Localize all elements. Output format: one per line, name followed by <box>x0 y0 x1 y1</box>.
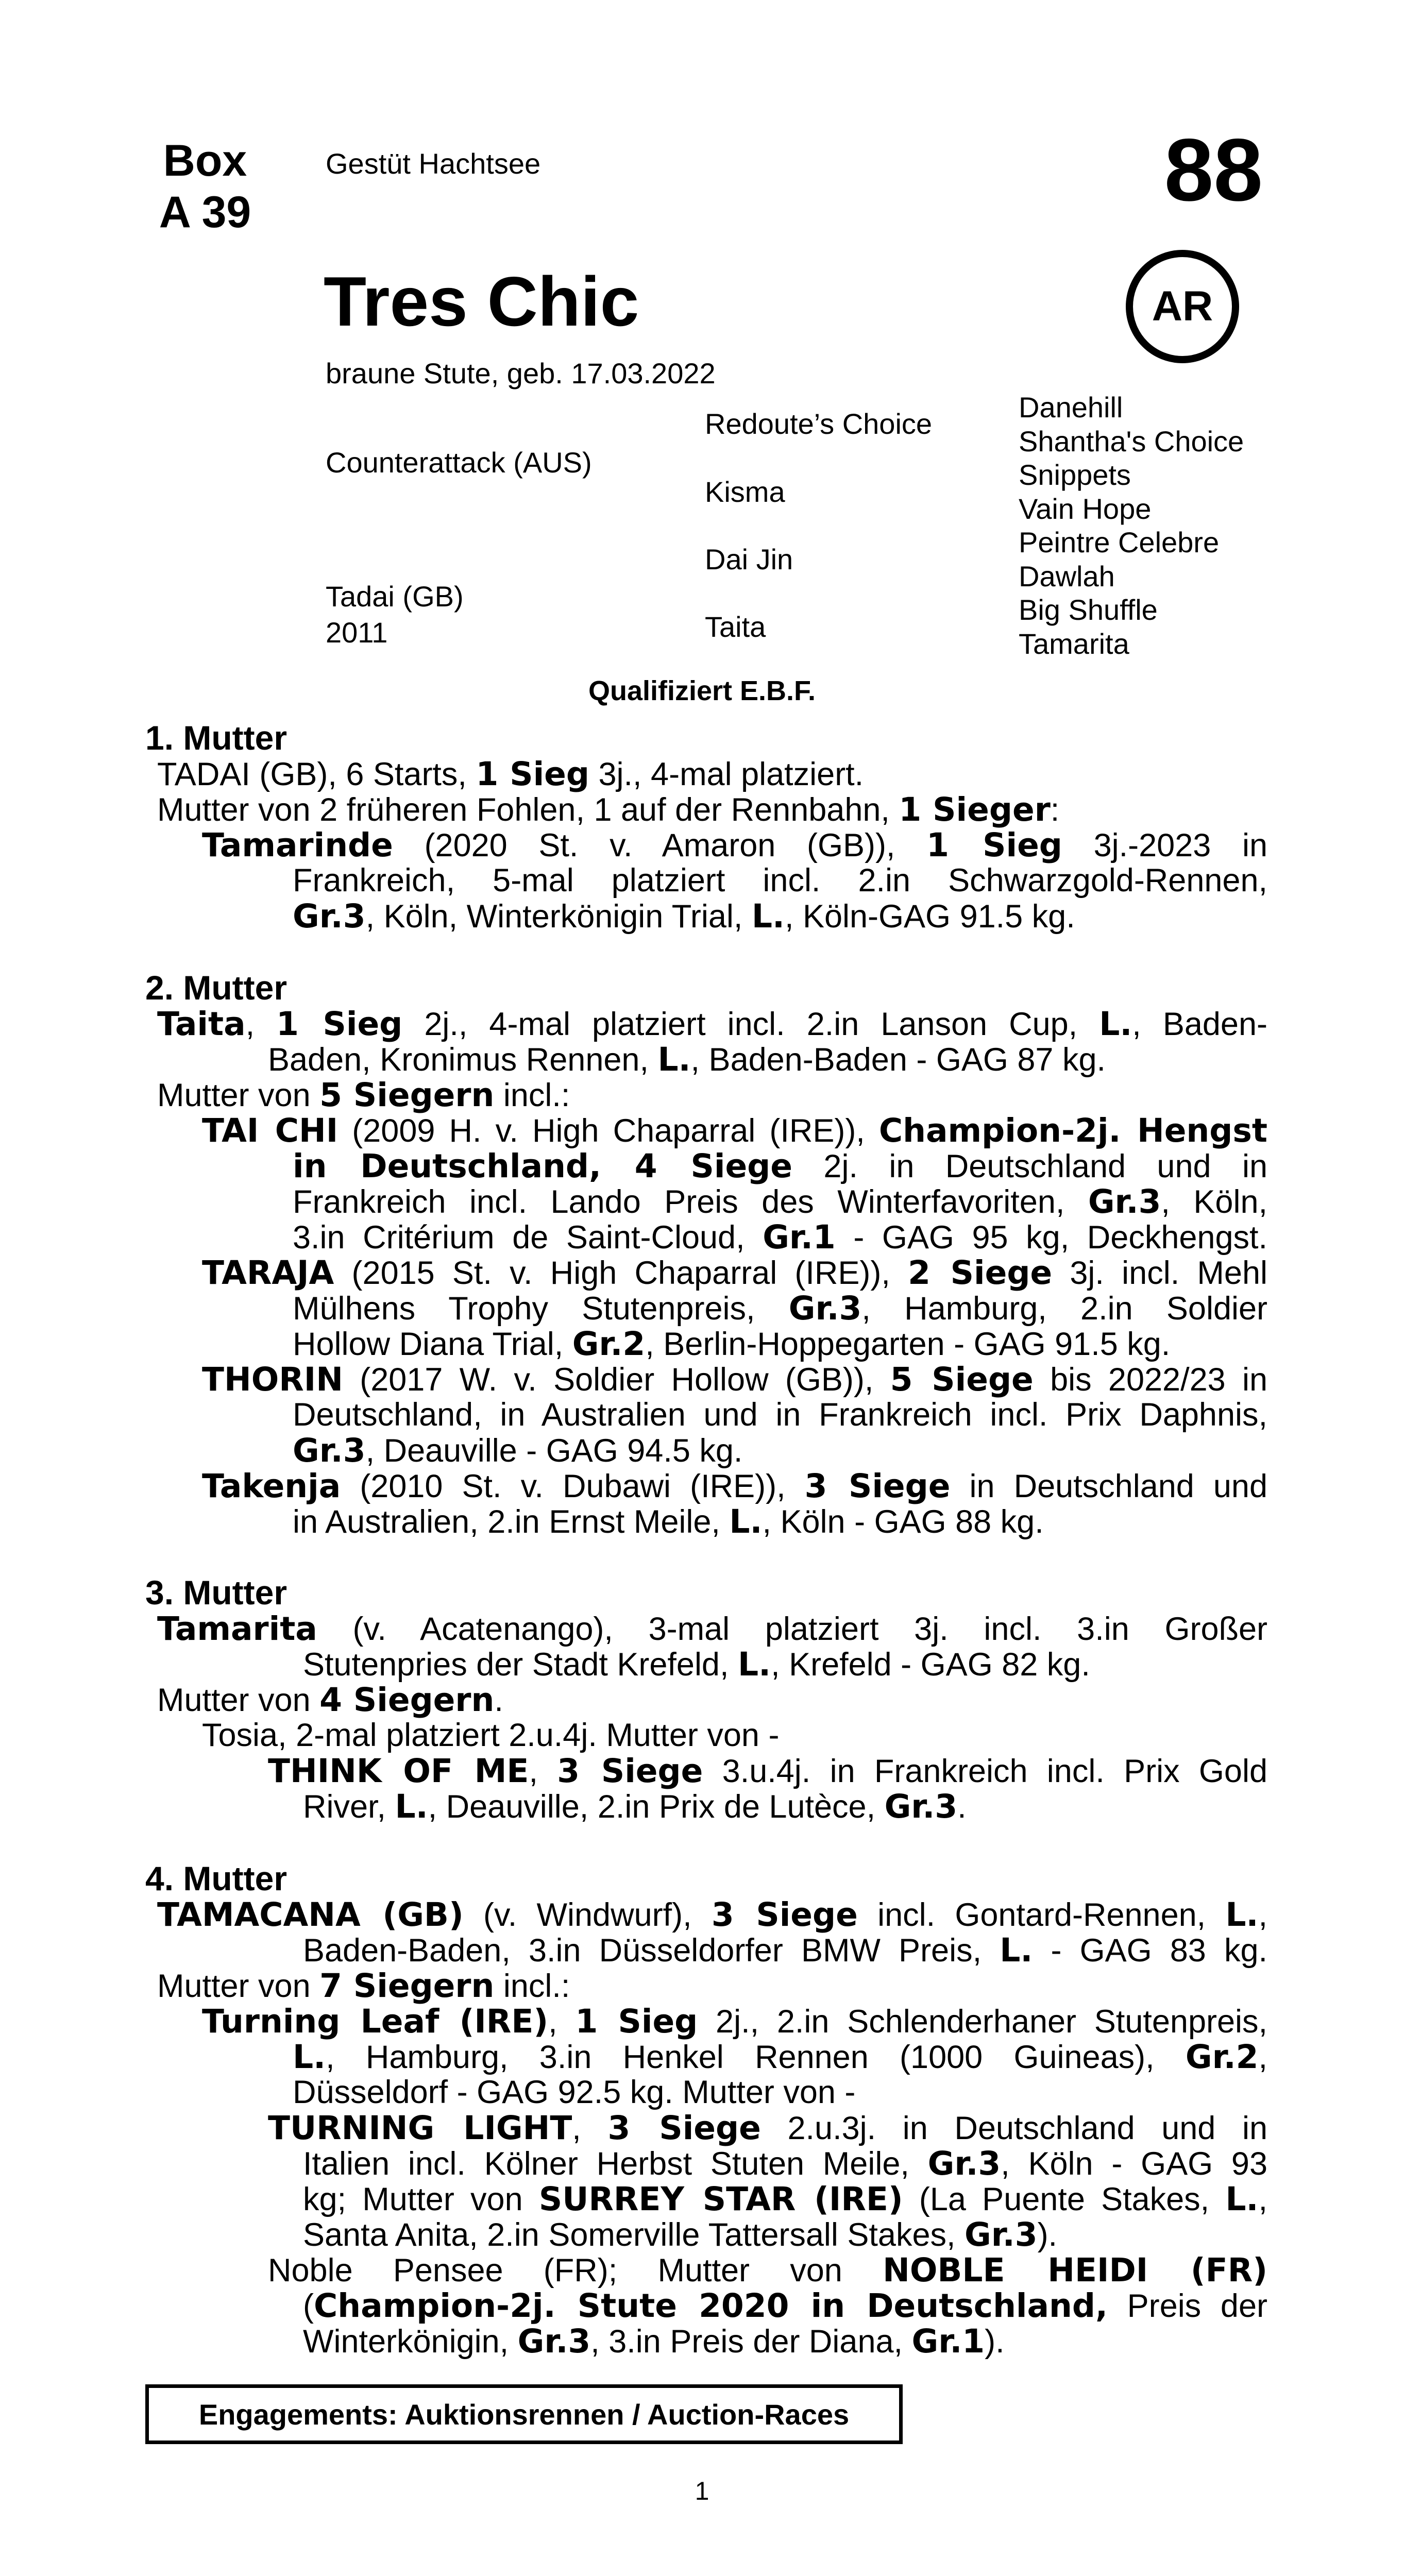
text: Preis der <box>1107 2288 1267 2324</box>
pedigree-gen2-3: Dai Jin <box>705 543 793 575</box>
text: Baden, Kronimus Rennen, <box>268 1042 658 1078</box>
ar-badge-text: AR <box>1152 283 1213 330</box>
text: 3.u.4j. in Frankreich incl. Prix Gold <box>703 1753 1268 1789</box>
text: in Australien, 2.in Ernst Meile, <box>293 1504 730 1540</box>
bold-text: L. <box>737 1646 771 1683</box>
horse-name: Tres Chic <box>324 262 639 341</box>
bold-text: Turning Leaf (IRE) <box>202 2003 549 2040</box>
bold-text: L. <box>395 1788 428 1825</box>
bold-text: 4 Siegern <box>319 1681 495 1719</box>
section-2-line <box>293 1291 1267 1327</box>
text: incl.: <box>494 1077 570 1113</box>
bold-text: 3 Siege <box>607 2109 761 2147</box>
text: 3.in Critérium de Saint-Cloud, <box>293 1219 763 1256</box>
section-2-line <box>293 1397 1267 1433</box>
text: Mutter von <box>157 1682 320 1718</box>
text: , Berlin-Hoppegarten - GAG 91.5 kg. <box>645 1326 1171 1362</box>
text: Noble Pensee (FR); Mutter von <box>268 2252 883 2289</box>
section-4-line <box>293 2039 1267 2075</box>
engagements-box <box>145 2384 903 2444</box>
box-label <box>154 135 257 238</box>
pedigree-gen3-7: Big Shuffle <box>1019 594 1158 626</box>
bold-text: 1 Sieg <box>276 1005 403 1043</box>
text: 2j. in Deutschland und in <box>792 1148 1267 1184</box>
section-heading-3: 3. Mutter <box>145 1573 287 1612</box>
text: Italien incl. Kölner Herbst Stuten Meile, <box>303 2146 928 2182</box>
section-3-line <box>303 1647 1267 1683</box>
text: , Krefeld - GAG 82 kg. <box>771 1647 1090 1683</box>
bold-text: Gr.3 <box>293 897 366 935</box>
bold-text: NOBLE HEIDI (FR) <box>883 2251 1268 2289</box>
section-4-line <box>303 2217 1267 2253</box>
text: . <box>494 1682 503 1718</box>
section-3-line <box>303 1789 1267 1825</box>
section-2-line <box>293 1433 1267 1469</box>
section-1-line <box>157 792 1267 828</box>
section-4-line <box>202 2004 1267 2040</box>
bold-text: Gr.1 <box>911 2323 985 2360</box>
horse-description: braune Stute, geb. 17.03.2022 <box>326 357 716 389</box>
bold-text: Taita <box>157 1005 246 1043</box>
text: Stutenpries der Stadt Krefeld, <box>303 1647 738 1683</box>
section-4-line <box>293 2075 1267 2110</box>
section-4-line <box>303 2146 1267 2182</box>
text: 2j., 4-mal platziert incl. 2.in Lanson Cup, <box>402 1006 1099 1042</box>
text: , <box>572 2110 608 2146</box>
bold-text: L. <box>1225 1896 1259 1934</box>
text: (v. Windwurf), <box>463 1897 712 1933</box>
pedigree-gen2-4: Taita <box>705 611 766 643</box>
section-4-line <box>268 2252 1267 2289</box>
text: : <box>1050 792 1060 828</box>
bold-text: L. <box>1000 1931 1033 1969</box>
text: Tosia, 2-mal platziert 2.u.4j. Mutter von - <box>202 1717 780 1753</box>
pedigree-sire: Counterattack (AUS) <box>326 446 592 479</box>
section-3-line <box>157 1682 1267 1718</box>
bold-text: 1 Sieg <box>926 826 1062 864</box>
text: 3j. incl. Mehl <box>1052 1255 1267 1291</box>
section-heading-2: 2. Mutter <box>145 969 287 1007</box>
bold-text: L. <box>751 897 785 935</box>
section-1-line <box>157 756 1267 792</box>
section-2-line <box>202 1468 1267 1504</box>
section-2-line <box>293 1219 1267 1256</box>
pedigree-dam-year: 2011 <box>326 616 388 649</box>
section-4-line <box>268 2110 1267 2146</box>
section-4-line <box>303 1933 1267 1969</box>
text: Frankreich, 5-mal platziert incl. 2.in Schwarzgold-Rennen, <box>293 862 1267 899</box>
section-3-line <box>202 1718 1267 1753</box>
bold-text: 3 Siege <box>557 1752 703 1790</box>
section-heading-4: 4. Mutter <box>145 1859 287 1897</box>
engagements-label: Engagements: Auktionsrennen / Auction-Races <box>198 2398 850 2431</box>
section-2-line <box>202 1113 1267 1149</box>
text: Frankreich incl. Lando Preis des Winterfavoriten, <box>293 1184 1088 1220</box>
bold-text: L. <box>1225 2180 1259 2218</box>
bold-text: 1 Sieg <box>476 755 589 793</box>
pedigree-gen3-8: Tamarita <box>1019 628 1129 660</box>
bold-text: Tamarinde <box>202 826 393 864</box>
section-4-line <box>303 2288 1267 2324</box>
pedigree-gen3-1: Danehill <box>1019 391 1123 423</box>
text: , Hamburg, 2.in Soldier <box>861 1291 1267 1327</box>
text: Mülhens Trophy Stutenpreis, <box>293 1291 789 1327</box>
pedigree-dam: Tadai (GB) <box>326 580 464 613</box>
bold-text: 7 Siegern <box>319 1967 495 2005</box>
text: Santa Anita, 2.in Somerville Tattersall Stakes, <box>303 2217 965 2253</box>
text: , Baden-Baden - GAG 87 kg. <box>690 1042 1106 1078</box>
bold-text: SURREY STAR (IRE) <box>538 2180 903 2218</box>
text: ). <box>985 2324 1005 2360</box>
bold-text: Champion-2j. Hengst <box>878 1112 1267 1149</box>
text: 2j., 2.in Schlenderhaner Stutenpreis, <box>698 2004 1268 2040</box>
text: , Köln - GAG 88 kg. <box>762 1504 1044 1540</box>
section-2-line <box>202 1362 1267 1398</box>
page-number: 1 <box>695 2477 709 2505</box>
section-2-line <box>293 1148 1267 1184</box>
bold-text: Gr.3 <box>517 2323 591 2360</box>
bold-text: Takenja <box>202 1467 341 1505</box>
text: in Deutschland und <box>950 1468 1267 1504</box>
text: . <box>957 1789 967 1825</box>
text: Deutschland, in Australien und in Frankreich incl. Prix Daphnis, <box>293 1397 1267 1433</box>
pedigree-gen2-2: Kisma <box>705 476 785 508</box>
section-4-line <box>157 1897 1267 1933</box>
bold-text: Gr.3 <box>927 2145 1001 2182</box>
breeder-name: Gestüt Hachtsee <box>326 147 541 180</box>
section-4-line <box>157 1968 1267 2004</box>
text: - GAG 95 kg, Deckhengst. <box>835 1219 1267 1256</box>
bold-text: in Deutschland, 4 Siege <box>293 1147 792 1185</box>
bold-text: L. <box>293 2038 326 2076</box>
text: ( <box>303 2288 314 2324</box>
text: (2010 St. v. Dubawi (IRE)), <box>341 1468 805 1504</box>
section-2-line <box>268 1042 1267 1078</box>
bold-text: 2 Siege <box>908 1254 1053 1292</box>
box-line-2: A 39 <box>159 188 251 237</box>
section-2-line <box>202 1255 1267 1291</box>
section-2-line <box>157 1006 1267 1042</box>
text: , Köln, Winterkönigin Trial, <box>365 899 752 935</box>
bold-text: TAI CHI <box>202 1112 339 1149</box>
text: , Köln-GAG 91.5 kg. <box>784 899 1075 935</box>
bold-text: Gr.3 <box>1088 1183 1161 1221</box>
text: Düsseldorf - GAG 92.5 kg. Mutter von - <box>293 2074 856 2110</box>
text: bis 2022/23 in <box>1033 1362 1267 1398</box>
text: Mutter von <box>157 1077 320 1113</box>
text: , <box>1258 2181 1267 2217</box>
bold-text: L. <box>729 1503 763 1540</box>
section-1-line <box>202 827 1267 863</box>
bold-text: 5 Siege <box>890 1361 1034 1398</box>
bold-text: Gr.3 <box>788 1290 862 1327</box>
text: (2017 W. v. Soldier Hollow (GB)), <box>343 1362 890 1398</box>
text: (2015 St. v. High Chaparral (IRE)), <box>334 1255 908 1291</box>
pedigree-gen3-6: Dawlah <box>1019 560 1115 592</box>
text: , Deauville - GAG 94.5 kg. <box>365 1433 743 1469</box>
bold-text: 3 Siege <box>804 1467 951 1505</box>
text: , <box>529 1753 557 1789</box>
text: , Köln - GAG 93 <box>1001 2146 1267 2182</box>
section-4-line <box>303 2324 1267 2360</box>
section-heading-1: 1. Mutter <box>145 719 287 757</box>
text: kg; Mutter von <box>303 2181 539 2217</box>
section-1-line <box>293 863 1267 899</box>
text: , Köln, <box>1161 1184 1267 1220</box>
text: 3j., 4-mal platziert. <box>589 756 864 792</box>
text: Mutter von <box>157 1968 320 2004</box>
bold-text: Gr.3 <box>293 1432 366 1469</box>
section-2-line <box>293 1504 1267 1540</box>
text: , <box>245 1006 277 1042</box>
bold-text: 1 Sieg <box>575 2003 698 2040</box>
text: ). <box>1037 2217 1058 2253</box>
text: River, <box>303 1789 395 1825</box>
section-4-line <box>303 2181 1267 2217</box>
text: Baden-Baden, 3.in Düsseldorfer BMW Preis, <box>303 1933 1000 1969</box>
bold-text: THINK OF ME <box>268 1752 529 1790</box>
pedigree-gen3-5: Peintre Celebre <box>1019 526 1220 558</box>
bold-text: Tamarita <box>157 1610 317 1648</box>
text: , <box>1258 1897 1267 1933</box>
bold-text: TAMACANA (GB) <box>157 1896 464 1934</box>
bold-text: Gr.1 <box>763 1218 836 1256</box>
text: Winterkönigin, <box>303 2324 518 2360</box>
section-3-line <box>157 1611 1267 1647</box>
bold-text: Gr.3 <box>884 1788 958 1825</box>
text: (2020 St. v. Amaron (GB)), <box>393 827 927 863</box>
qualification-note: Qualifiziert E.B.F. <box>588 675 816 706</box>
text: , <box>1258 2039 1267 2075</box>
text: , Deauville, 2.in Prix de Lutèce, <box>428 1789 885 1825</box>
text: incl.: <box>494 1968 570 2004</box>
text: 3j.-2023 in <box>1062 827 1268 863</box>
section-2-line <box>293 1184 1267 1220</box>
ar-badge-icon <box>1126 250 1239 363</box>
pedigree-gen3-4: Vain Hope <box>1019 493 1152 525</box>
text: (La Puente Stakes, <box>903 2181 1226 2217</box>
text: incl. Gontard-Rennen, <box>857 1897 1226 1933</box>
text: Mutter von 2 früheren Fohlen, 1 auf der Rennbahn, <box>157 792 899 828</box>
pedigree-gen3-3: Snippets <box>1019 459 1131 491</box>
bold-text: TURNING LIGHT <box>268 2109 572 2147</box>
text: Hollow Diana Trial, <box>293 1326 572 1362</box>
bold-text: 3 Siege <box>711 1896 858 1934</box>
bold-text: Gr.2 <box>1185 2038 1259 2076</box>
text: , Hamburg, 3.in Henkel Rennen (1000 Guineas), <box>326 2039 1186 2075</box>
text: , Baden- <box>1132 1006 1267 1042</box>
text: TADAI (GB), 6 Starts, <box>157 756 476 792</box>
text: 2.u.3j. in Deutschland und in <box>760 2110 1268 2146</box>
text: - GAG 83 kg. <box>1033 1933 1268 1969</box>
section-3-line <box>268 1753 1267 1789</box>
section-1-line <box>293 899 1267 935</box>
text: (2009 H. v. High Chaparral (IRE)), <box>338 1113 879 1149</box>
bold-text: TARAJA <box>202 1254 334 1292</box>
box-line-1: Box <box>163 136 247 185</box>
text: , 3.in Preis der Diana, <box>590 2324 912 2360</box>
bold-text: L. <box>1099 1005 1132 1043</box>
bold-text: THORIN <box>202 1361 343 1398</box>
section-2-line <box>157 1077 1267 1113</box>
bold-text: 5 Siegern <box>319 1076 495 1114</box>
lot-number: 88 <box>1164 121 1263 219</box>
text: , <box>548 2004 576 2040</box>
bold-text: Gr.3 <box>965 2216 1038 2253</box>
bold-text: Champion-2j. Stute 2020 in Deutschland, <box>313 2287 1108 2325</box>
bold-text: 1 Sieger <box>899 791 1051 828</box>
bold-text: Gr.2 <box>572 1325 646 1363</box>
bold-text: L. <box>657 1041 691 1078</box>
text: (v. Acatenango), 3-mal platziert 3j. incl. 3.in Großer <box>317 1611 1267 1647</box>
section-2-line <box>293 1326 1267 1362</box>
pedigree-gen2-1: Redoute’s Choice <box>705 408 933 440</box>
pedigree-gen3-2: Shantha's Choice <box>1019 425 1244 457</box>
